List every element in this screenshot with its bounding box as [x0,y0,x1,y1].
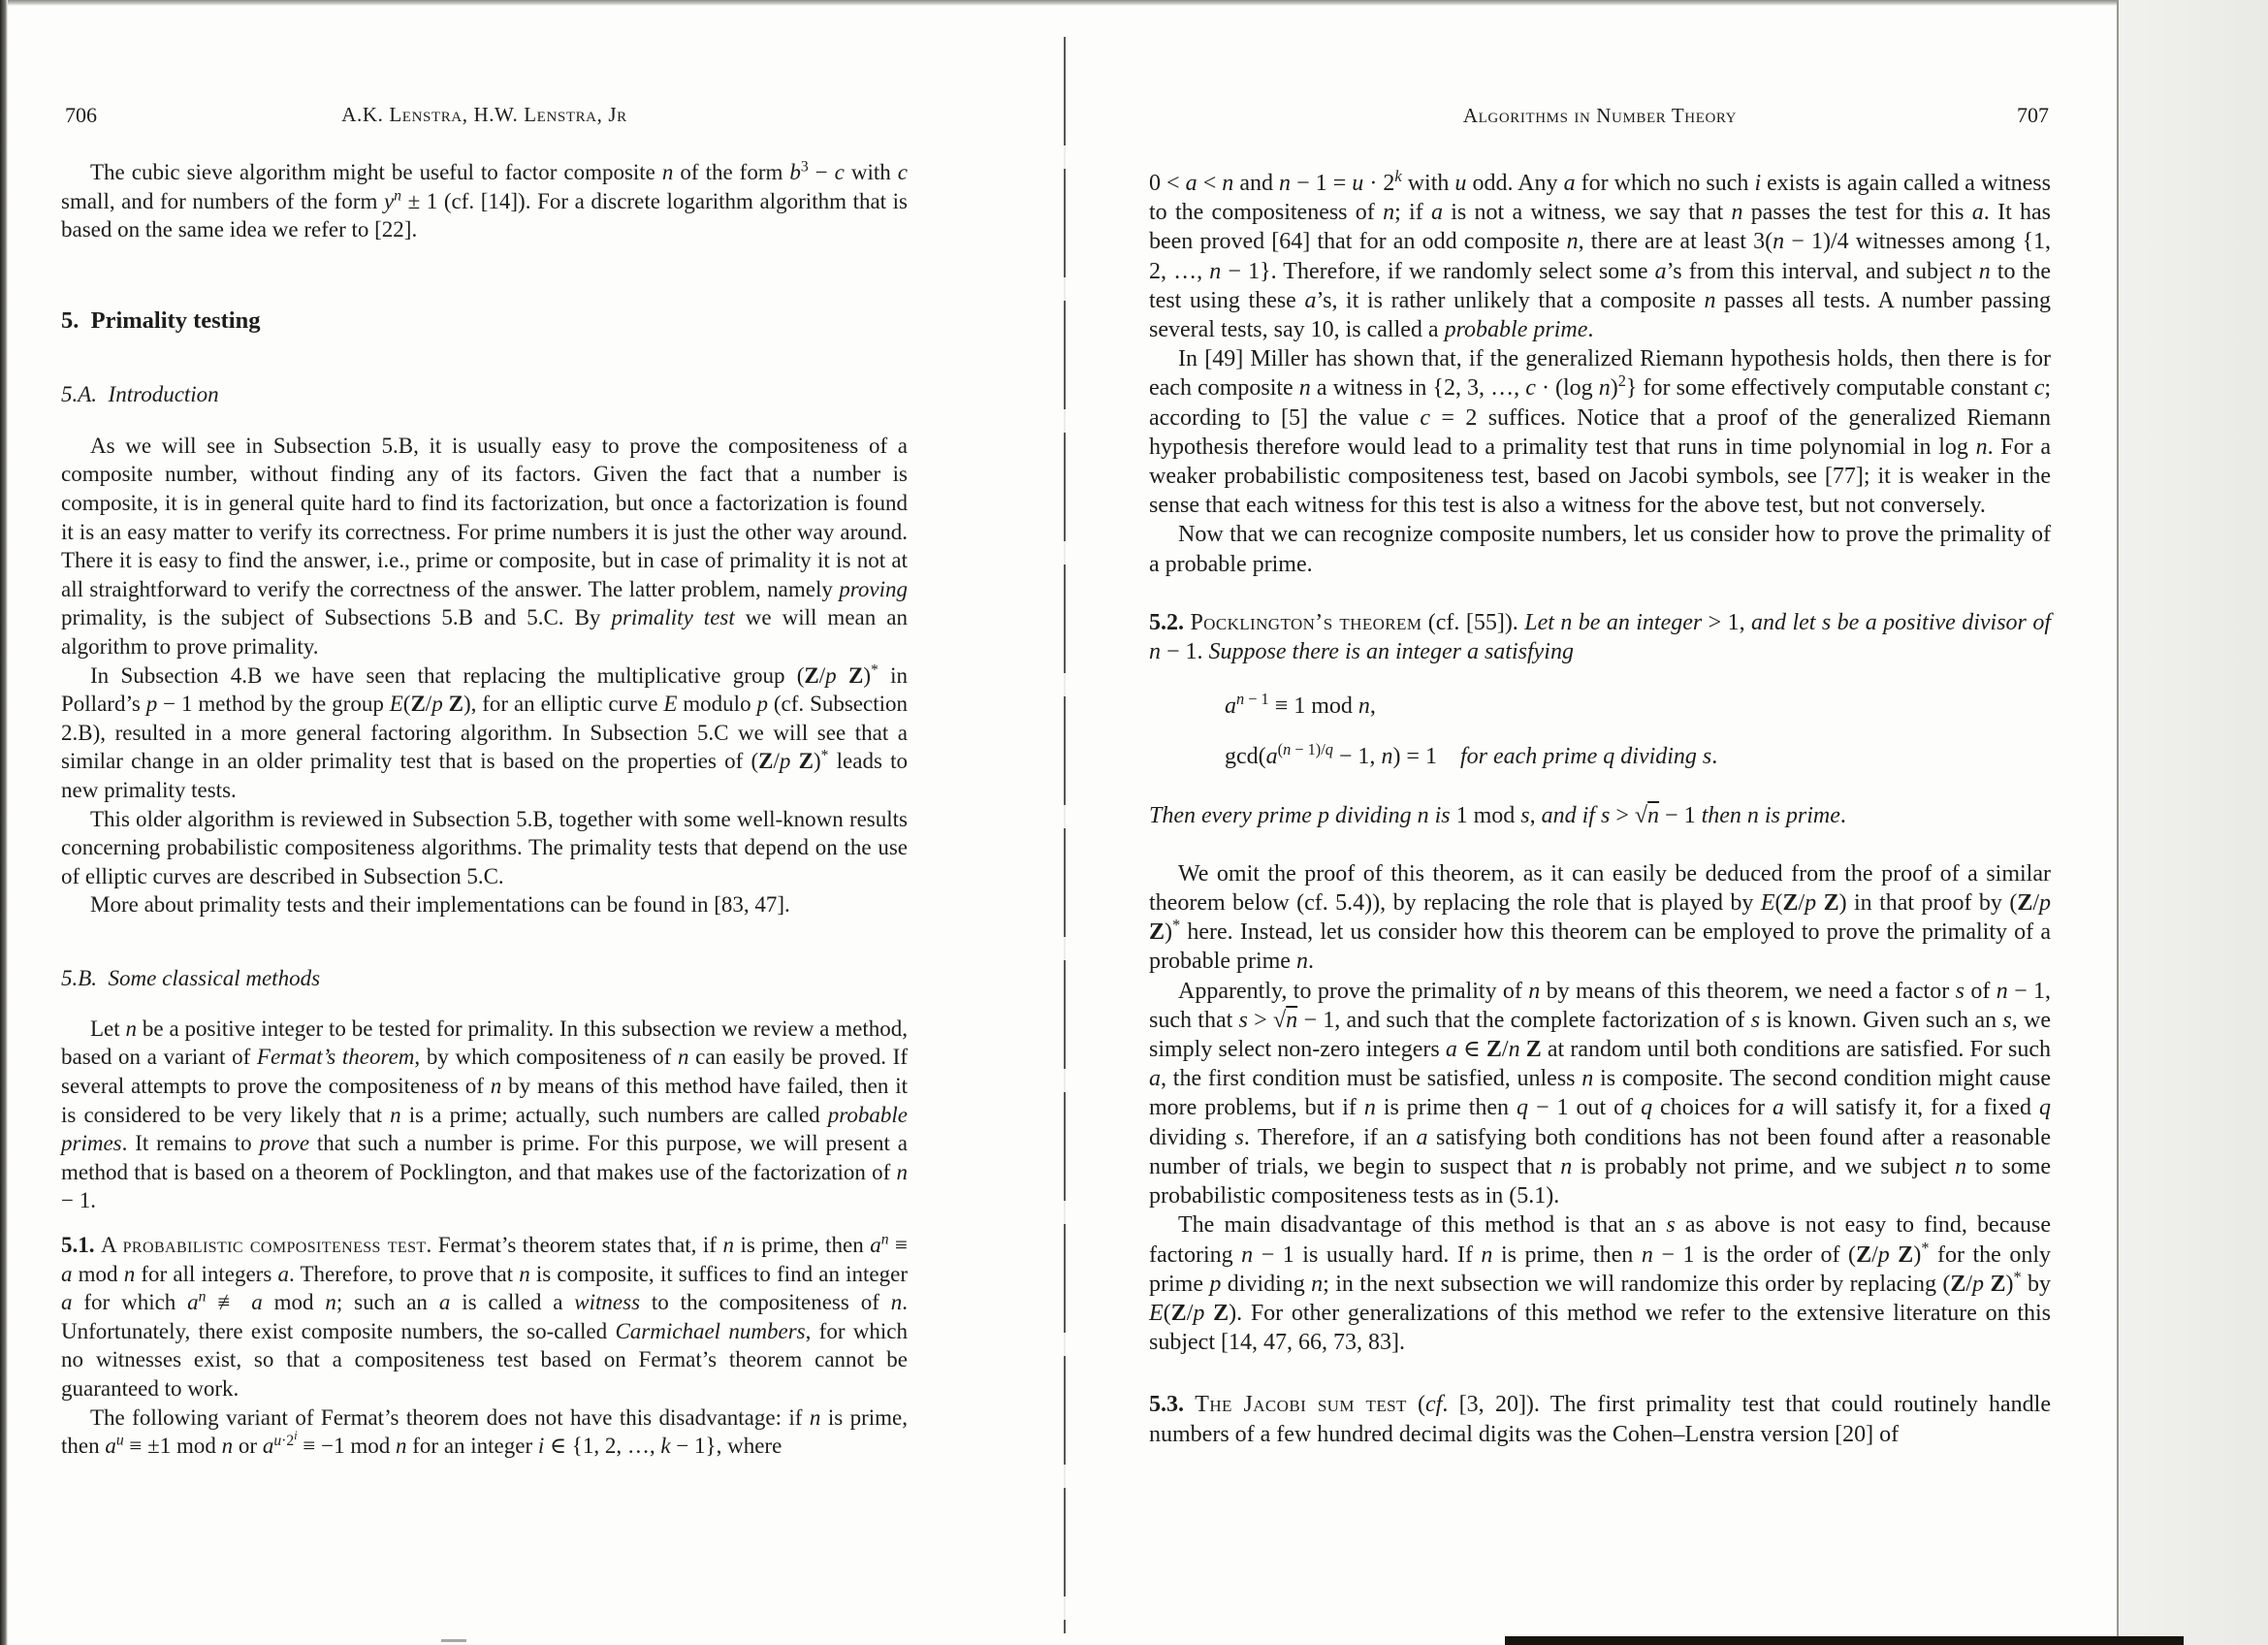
paragraph-main-disadvantage: The main disadvantage of this method is that an s as above is not easy to find, because factoring n − 1 is usually hard. If n is prime, then n − 1 is the order of (Z/p Z)* for the only prime p dividing n; in the next subsection we will randomize this order by replacing (Z/p Z)* by E(Z/p Z). For other generalizations of this method we refer to the extensive literature on this subject [14, 47, 66, 73, 83]. [1149,1212,2052,1356]
paragraph-theorem-conclusion: Then every prime p dividing n is 1 mod s, and if s > √n − 1 then n is prime. [1149,802,1846,828]
paragraph-more-about: More about primality tests and their implementations can be found in [83, 47]. [90,892,790,918]
paragraph-fermat-variant: The following variant of Fermat’s theorem does not have this disadvantage: if n is prime, then $a^u \equiv \pm 1$ mod n or $a^{u\cdot 2^i} \equiv -1$ mod n for an integer i ∈ {1, 2, …, k − 1}, where [61,1404,908,1459]
equation-gcd-condition: $\gcd(a^{(n - 1)/q} - 1$, n) = 1 for each prime q dividing s. [1225,740,1718,770]
left-page [61,101,908,1461]
right-running-head: Algorithms in Number Theory [1462,104,1738,127]
paragraph-miller: In [49] Miller has shown that, if the generalized Riemann hypothesis holds, then there is for each composite n a witness in {2, 3, …, c · (log n)$^2$} for some effectively computable constant c; according to [5] the value c = 2 suffices. Notice that a proof of the generalized Riemann hypothesis therefore would lead to a primality test that runs in time polynomial in log n. For a weaker probabilistic compositeness test, based on Jacobi symbols, see [77]; it is weaker in the sense that each witness for this test is also a witness for the above test, but not conversely. [1149,346,2052,519]
paragraph-5-1-compositeness-test: 5.1. A probabilistic compositeness test. Fermat’s theorem states that, if n is prime, then $a^n \equiv a$ mod n for all integers a. Therefore, to prove that n is composite, it suffices to find an integer a for which $a^n$ ≢ a mod n; such an a is called a witness to the compositeness of n. Unfortunately, there exist composite numbers, the so-called Carmichael numbers, for which no witnesses exist, so that a compositeness test based on Fermat’s theorem cannot be guaranteed to work. [61,1231,909,1401]
left-page-number: 706 [65,103,97,127]
scan-edge-top [0,0,2268,6]
page-edge-line [2117,0,2119,1645]
paragraph-now-that: Now that we can recognize composite numbers, let us consider how to prove the primality of a probable prime. [1149,522,2051,577]
paragraph-omit-proof: We omit the proof of this theorem, as it can easily be deduced from the proof of a similar theorem below (cf. 5.4)), by replacing the role that is played by E(Z/p Z) in that proof by (Z/p Z)* here. Instead, let us consider how this theorem can be employed to prove the primality of a probable prime n. [1149,860,2052,975]
page-gutter-fold-line [1064,37,1066,1633]
right-page [1149,101,2051,1449]
paragraph-older-algorithm: This older algorithm is reviewed in Subsection 5.B, together with some well-known results concerning probabilistic compositeness algorithms. The primality tests that depend on the use of elliptic curves are described in Subsection 5.C. [61,806,908,888]
right-page-number: 707 [2017,103,2049,127]
subsection-heading-introduction: 5.A. Introduction [61,381,219,406]
equation-fermat-condition: $a^{n - 1} \equiv 1$ mod n, [1225,690,1376,720]
paragraph-5-2-pocklington-theorem: 5.2. Pocklington’s theorem (cf. [55]). Let n be an integer > 1, and let s be a positive divisor of n − 1. Suppose there is an integer a satisfying [1149,609,2051,665]
paragraph-witness-continuation: 0 < a < n and $n - 1 = u \cdot 2^k$ with u odd. Any a for which no such i exists is again called a witness to the compositeness of n; if a is not a witness, we say that n passes the test for this a. It has been proved [64] that for an odd composite n, there are at least 3(n − 1)/4 witnesses among {1, 2, …, n − 1}. Therefore, if we randomly select some a’s from this interval, and subject n to the test using these a’s, it is rather unlikely that a composite n passes all tests. A number passing several tests, say 10, is called a probable prime. [1149,167,2052,343]
scan-background-right [2119,0,2268,1645]
paragraph-introduction: As we will see in Subsection 5.B, it is usually easy to prove the compositeness of a composite number, without finding any of its factors. Given the fact that a number is composite, it is in general quite hard to find its factorization, but once a factorization is found it is an easy matter to verify its correctness. For prime numbers it is just the other way around. There it is easy to find the answer, i.e., prime or composite, but in case of primality it is not at all straightforward to verify the correctness of the answer. The latter problem, namely proving primality, is the subject of Subsections 5.B and 5.C. By primality test we will mean an algorithm to prove primality. [61,433,908,659]
paragraph-apparently: Apparently, to prove the primality of n by means of this theorem, we need a factor s of n − 1, such that s > √n − 1, and such that the complete factorization of s is known. Given such an s, we simply select non-zero integers a ∈ Z/n Z at random until both conditions are satisfied. For such a, the first condition must be satisfied, unless n is composite. The second condition might cause more problems, but if n is prime then q − 1 out of q choices for a will satisfy it, for a fixed q dividing s. Therefore, if an a satisfying both conditions has not been found after a reasonable number of trials, we begin to suspect that n is probably not prime, and we subject n to some probabilistic compositeness tests as in (5.1). [1149,978,2052,1210]
paragraph-cubic-sieve: The cubic sieve algorithm might be useful to factor composite n of the form $b^3 - c$ with c small, and for numbers of the form $y^n \pm 1$ (cf. [14]). For a discrete logarithm algorithm that is based on the same idea we refer to [22]. [61,158,908,242]
paragraph-let-n: Let n be a positive integer to be tested for primality. In this subsection we review a method, based on a variant of Fermat’s theorem, by which compositeness of n can easily be proved. If several attempts to prove the compositeness of n by means of this method have failed, then it is considered to be very likely that n is a prime; actually, such numbers are called probable primes. It remains to prove that such a number is prime. For this purpose, we will present a method that is based on a theorem of Pocklington, and that makes use of the factorization of n − 1. [61,1016,909,1213]
right-page-header [1149,101,2051,130]
scan-edge-left [0,0,8,1645]
section-heading-primality-testing: 5. Primality testing [61,306,261,334]
left-page-header [61,101,908,130]
left-running-head: A.K. Lenstra, H.W. Lenstra, Jr [341,103,627,126]
subsection-heading-classical-methods: 5.B. Some classical methods [61,965,321,990]
scan-smudge [441,1639,466,1642]
paragraph-subsection-4b: In Subsection 4.B we have seen that replacing the multiplicative group (Z/p Z)* in Pollard’s p − 1 method by the group E(Z/p Z), for an elliptic curve E modulo p (cf. Subsection 2.B), resulted in a more general factoring algorithm. In Subsection 5.C we will see that a similar change in an older primality test that is based on the properties of (Z/p Z)* leads to new primality tests. [61,661,909,802]
paragraph-5-3-jacobi-sum-test: 5.3. The Jacobi sum test (cf. [3, 20]). The first primality test that could routinely handle numbers of a few hundred decimal digits was the Cohen–Lenstra version [20] of [1149,1392,2051,1447]
scan-edge-bottom-right [1505,1636,2184,1645]
displayed-equations [1149,692,2051,771]
